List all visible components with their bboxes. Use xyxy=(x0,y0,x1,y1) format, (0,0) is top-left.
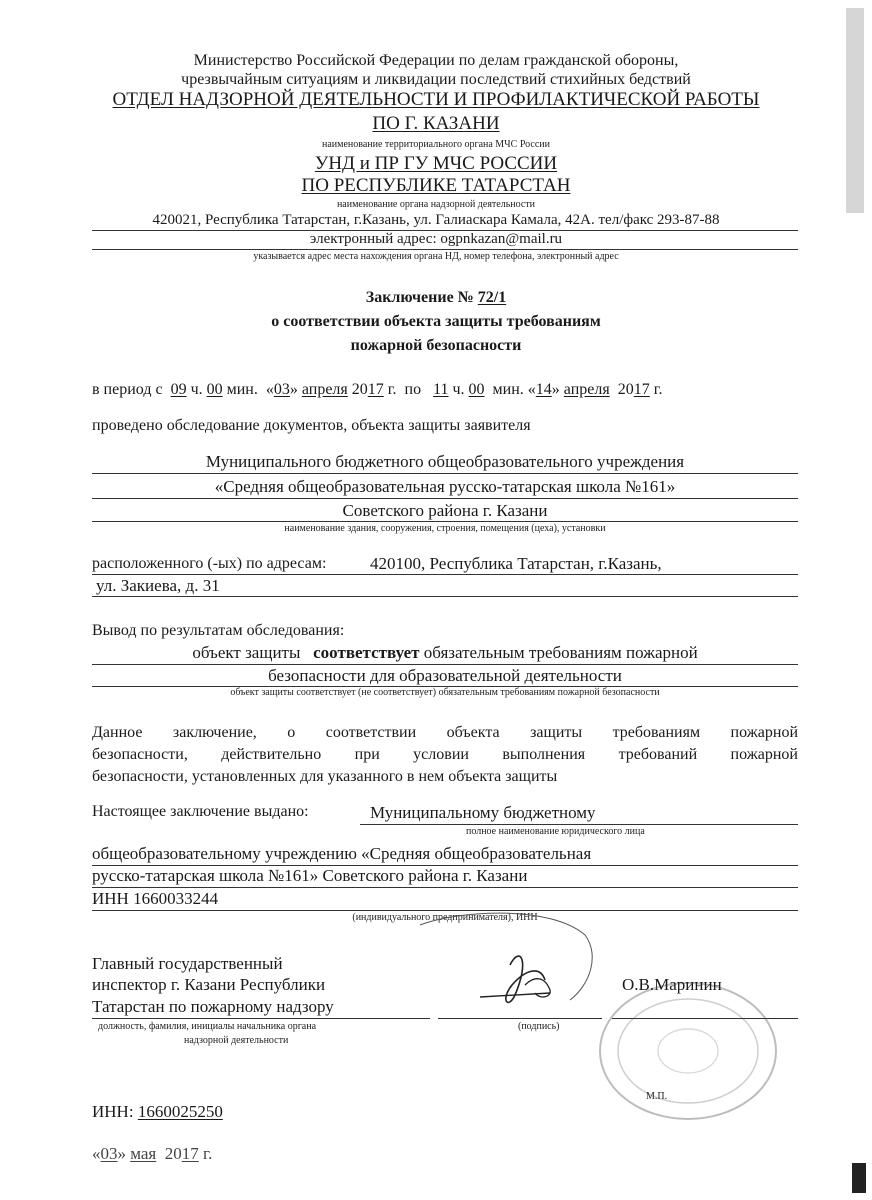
object-name-line-3: Советского района г. Казани xyxy=(342,501,548,520)
caption-territorial: наименование территориального органа МЧС России xyxy=(322,139,550,150)
issued-rule-1 xyxy=(360,824,798,825)
issued-rule-3 xyxy=(92,887,798,888)
org-address: 420021, Республика Татарстан, г.Казань, ул. Галиаскара Камала, 42А. тел/факс 293-87-88 xyxy=(152,212,720,228)
title-line-3: пожарной безопасности xyxy=(350,337,522,354)
conclusion-number: 72/1 xyxy=(477,289,507,306)
scan-edge-mark xyxy=(852,1163,866,1193)
caption-object: наименование здания, сооружения, строения, помещения (цеха), установки xyxy=(284,523,606,534)
issued-value-line-2: общеобразовательному учреждению «Средняя общеобразовательная xyxy=(92,844,592,863)
name-rule xyxy=(612,1018,798,1019)
footer-inn: ИНН: 1660025250 xyxy=(92,1102,223,1121)
caption-address: указывается адрес места нахождения органа НД, номер телефона, электронный адрес xyxy=(253,251,619,262)
issued-label: Настоящее заключение выдано: xyxy=(92,803,309,820)
inspection-intro: проведено обследование документов, объекта защиты заявителя xyxy=(92,417,531,434)
email-rule xyxy=(92,249,798,250)
validity-paragraph xyxy=(92,722,798,788)
conclusion-label: Вывод по результатам обследования: xyxy=(92,622,345,639)
validity-line-2: безопасности, действительно при условии выполнения требований пожарной xyxy=(92,746,798,763)
caption-conclusion: объект защиты соответствует (не соответствует) обязательным требованиям пожарной безопасности xyxy=(230,687,660,698)
signature-image xyxy=(400,905,600,1055)
inspection-period: в период с 09 ч. 00 мин. «03» апреля 2017 г. по 11 ч. 00 мин. «14» апреля 2017 г. xyxy=(92,381,663,398)
caption-inn: (индивидуального предпринимателя), ИНН xyxy=(352,912,538,923)
caption-signatory-1: должность, фамилия, инициалы начальника органа xyxy=(98,1021,317,1032)
official-stamp xyxy=(588,976,778,1126)
caption-signature: (подпись) xyxy=(518,1021,560,1032)
issue-date: «03» мая 2017 г. xyxy=(92,1144,213,1163)
validity-line-1: Данное заключение, о соответствии объекта защиты требованиям пожарной xyxy=(92,724,798,741)
org-line-2: ПО РЕСПУБЛИКЕ ТАТАРСТАН xyxy=(301,175,571,196)
signatory-position-line-2: инспектор г. Казани Республики xyxy=(92,975,326,994)
object-name-line-2: «Средняя общеобразовательная русско-татарская школа №161» xyxy=(214,477,676,496)
issued-inn: ИНН 1660033244 xyxy=(92,889,219,908)
compliance-verdict: соответствует xyxy=(313,643,420,662)
signature-rule xyxy=(438,1018,602,1019)
dept-line-2: ПО Г. КАЗАНИ xyxy=(372,113,500,134)
issued-value-line-3: русско-татарская школа №161» Советского района г. Казани xyxy=(92,866,528,885)
conclusion-line-1: объект защиты соответствует обязательным требованиям пожарной xyxy=(192,643,698,662)
validity-line-3: безопасности, установленных для указанного в нем объекта защиты xyxy=(92,768,558,785)
ministry-line-2: чрезвычайным ситуациям и ликвидации последствий стихийных бедствий xyxy=(181,71,691,88)
object-rule-1 xyxy=(92,473,798,474)
org-line-1: УНД и ПР ГУ МЧС РОССИИ xyxy=(314,153,558,174)
object-rule-3 xyxy=(92,521,798,522)
signatory-position-line-3: Татарстан по пожарному надзору xyxy=(92,997,334,1016)
object-address-line-1: 420100, Республика Татарстан, г.Казань, xyxy=(370,554,662,573)
address-rule-2 xyxy=(92,596,798,597)
seal-place-label: М.П. xyxy=(646,1091,668,1102)
title-line-2: о соответствии объекта защиты требованиям xyxy=(271,313,601,330)
caption-fullname: полное наименование юридического лица xyxy=(466,826,645,837)
dept-line-1: ОТДЕЛ НАДЗОРНОЙ ДЕЯТЕЛЬНОСТИ И ПРОФИЛАКТИЧЕСКОЙ РАБОТЫ xyxy=(112,89,760,110)
address-rule-1 xyxy=(92,574,798,575)
conclusion-line-2: безопасности для образовательной деятельности xyxy=(268,666,622,685)
conclusion-rule-1 xyxy=(92,664,798,665)
address-label: расположенного (-ых) по адресам: xyxy=(92,555,327,572)
caption-org: наименование органа надзорной деятельности xyxy=(336,199,536,210)
object-address-line-2: ул. Закиева, д. 31 xyxy=(96,576,220,595)
signatory-position-line-1: Главный государственный xyxy=(92,954,283,973)
object-rule-2 xyxy=(92,498,798,499)
signatory-name: О.В.Маринин xyxy=(622,975,722,994)
object-name-line-1: Муниципального бюджетного общеобразовательного учреждения xyxy=(205,452,685,471)
caption-signatory-2: надзорной деятельности xyxy=(184,1035,289,1046)
org-email: электронный адрес: ogpnkazan@mail.ru xyxy=(309,231,563,247)
document-title: Заключение № 72/1 xyxy=(365,289,507,306)
ministry-line-1: Министерство Российской Федерации по делам гражданской обороны, xyxy=(193,52,679,69)
signatory-rule xyxy=(92,1018,430,1019)
issued-value-line-1: Муниципальному бюджетному xyxy=(370,803,596,822)
